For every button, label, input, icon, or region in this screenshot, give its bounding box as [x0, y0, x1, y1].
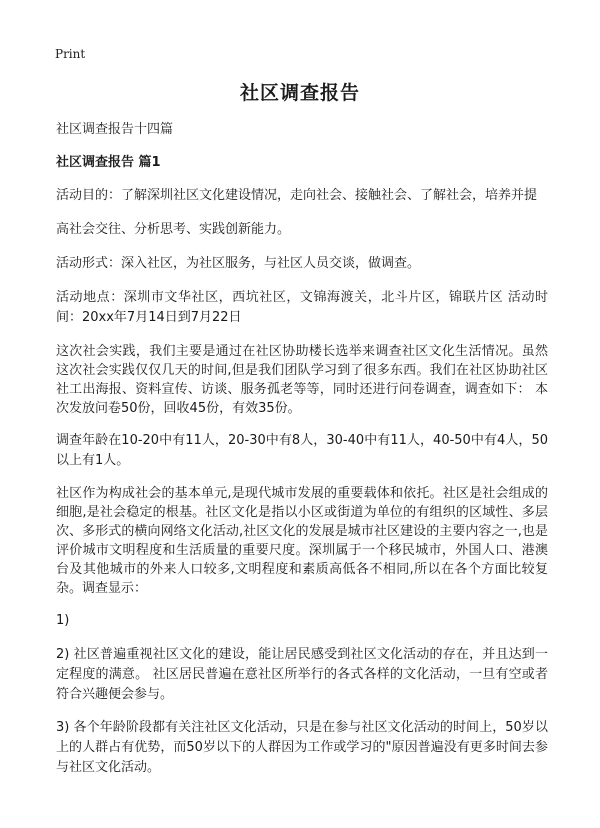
paragraph-purpose-cont: 高社会交往、分析思考、实践创新能力。 — [56, 222, 291, 237]
paragraph-community-culture: 社区作为构成社会的基本单元,是现代城市发展的重要载体和依托。社区是社会组成的细胞,是社会稳定的根基。社区文化是指以小区或街道为单位的有组织的区域性、多层次、多形式的横向网络文化活动,社区文化的发展是城市社区建设的主要内容之一,也是评价城市文明程度和生活质量的重要尺度。深圳属于一个移民城市，外国人口、港澳台及其他城市的外来人口较多,文明程度和素质高低各不相同,所以在各个方面比较复杂。调查显示： — [56, 486, 548, 596]
paragraph-practice: 这次社会实践，我们主要是通过在社区协助楼长选举来调查社区文化生活情况。虽然这次社会实践仅仅几天的时间,但是我们团队学习到了很多东西。我们在社区协助社区社工出海报、资料宣传、访谈、服务孤老等等，同时还进行问卷调查，调查如下： 本次发放问卷50份，回收45份，有效35份。 — [56, 344, 548, 416]
document-subtitle: 社区调查报告十四篇 — [56, 122, 174, 137]
paragraph-location-time: 活动地点：深圳市文华社区，西坑社区，文锦海渡关，北斗片区，锦联片区 活动时间：20xx年7月14日到7月22日 — [56, 290, 548, 325]
paragraph-purpose: 活动目的：了解深圳社区文化建设情况，走向社会、接触社会、了解社会，培养并提 — [56, 188, 538, 203]
document-title: 社区调查报告 — [239, 82, 360, 104]
paragraph-format: 活动形式：深入社区，为社区服务，与社区人员交谈，做调查。 — [56, 256, 421, 271]
section-heading: 社区调查报告 篇1 — [56, 155, 161, 170]
paragraph-age-stats: 调查年龄在10-20中有11人，20-30中有8人，30-40中有11人，40-50中有4人，50以上有1人。 — [56, 433, 548, 468]
list-item-2: 2) 社区普遍重视社区文化的建设，能让居民感受到社区文化活动的存在，并且达到一定程度的满意。 社区居民普遍在意社区所举行的各式各样的文化活动，一旦有空或者符合兴趣便会参与。 — [56, 647, 548, 702]
list-item-3: 3) 各个年龄阶段都有关注社区文化活动，只是在参与社区文化活动的时间上，50岁以上的人群占有优势，而50岁以下的人群因为工作或学习的"原因普遍没有更多时间去参与社区文化活动。 — [56, 720, 548, 775]
print-label: Print — [55, 47, 86, 61]
document-body — [56, 120, 548, 791]
list-item-1: 1) — [56, 613, 70, 628]
